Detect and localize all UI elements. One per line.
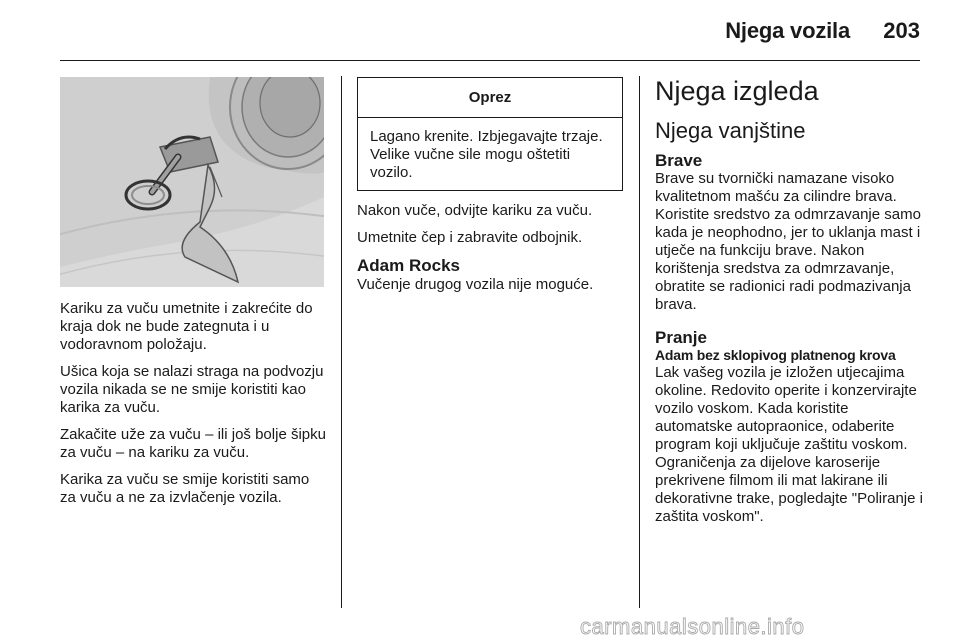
paragraph-hook-usage: Karika za vuču se smije koristiti samo za vuču a ne za izvlačenje vozila. (60, 471, 310, 506)
locks-heading: Brave (655, 151, 703, 170)
caution-heading: Oprez (358, 78, 622, 118)
locks-text: Brave su tvornički namazane visoko kvalitetnom mašću za cilindre brava. Koristite sredstvo za odmrzavanje samo kada je neophodno, jer to uklanja mast i utječe na funkciju brave. Nakon korištenja sredstva za odmrzavanje, obratite se radionici radi podmazivanja brava. (655, 170, 921, 313)
middle-column (357, 77, 625, 303)
left-column (60, 300, 328, 516)
tow-hook-illustration (60, 77, 324, 287)
caution-box (357, 77, 623, 191)
watermark: carmanualsonline.info (580, 614, 805, 639)
right-column (655, 76, 923, 526)
adam-rocks-heading: Adam Rocks (357, 256, 460, 275)
page-number: 203 (883, 18, 920, 43)
paragraph-insert-hook: Kariku za vuču umetnite i zakrećite do kraja dok ne bude zategnuta i u vodoravnom položaju. (60, 300, 313, 353)
washing-text: Lak vašeg vozila je izložen utjecajima okoline. Redovito operite i konzervirajte vozilo voskom. Kada koristite automatske autopraonice, odaberite program koji uključuje zaštitu voskom. Ograničenja za dijelove karoserije prekrivene filmom ili mat lakirane ili dekorativne trake, pogledajte "Poliranje i zaštita voskom". (655, 364, 923, 525)
header-rule (60, 60, 920, 61)
section-title: Njega vanjštine (655, 118, 806, 143)
paragraph-attach-rope: Zakačite uže za vuču – ili još bolje šipku za vuču – na kariku za vuču. (60, 426, 326, 461)
adam-rocks-text: Vučenje drugog vozila nije moguće. (357, 276, 594, 293)
paragraph-insert-plug: Umetnite čep i zabravite odbojnik. (357, 229, 583, 246)
washing-subheading: Adam bez sklopivog platnenog krova (655, 347, 896, 363)
tow-hook-illustration-svg (60, 77, 324, 287)
page-header-title: Njega vozila (725, 18, 850, 43)
caution-text: Lagano krenite. Izbjegavajte trzaje. Velike vučne sile mogu oštetiti vozilo. (370, 128, 603, 181)
paragraph-unscrew-hook: Nakon vuče, odvijte kariku za vuču. (357, 202, 593, 219)
washing-heading: Pranje (655, 328, 707, 347)
column-divider-2 (639, 76, 640, 608)
paragraph-rear-eye: Ušica koja se nalazi straga na podvozju vozila nikada se ne smije koristiti kao karika za vuču. (60, 363, 324, 416)
chapter-title: Njega izgleda (655, 76, 819, 106)
column-divider-1 (341, 76, 342, 608)
